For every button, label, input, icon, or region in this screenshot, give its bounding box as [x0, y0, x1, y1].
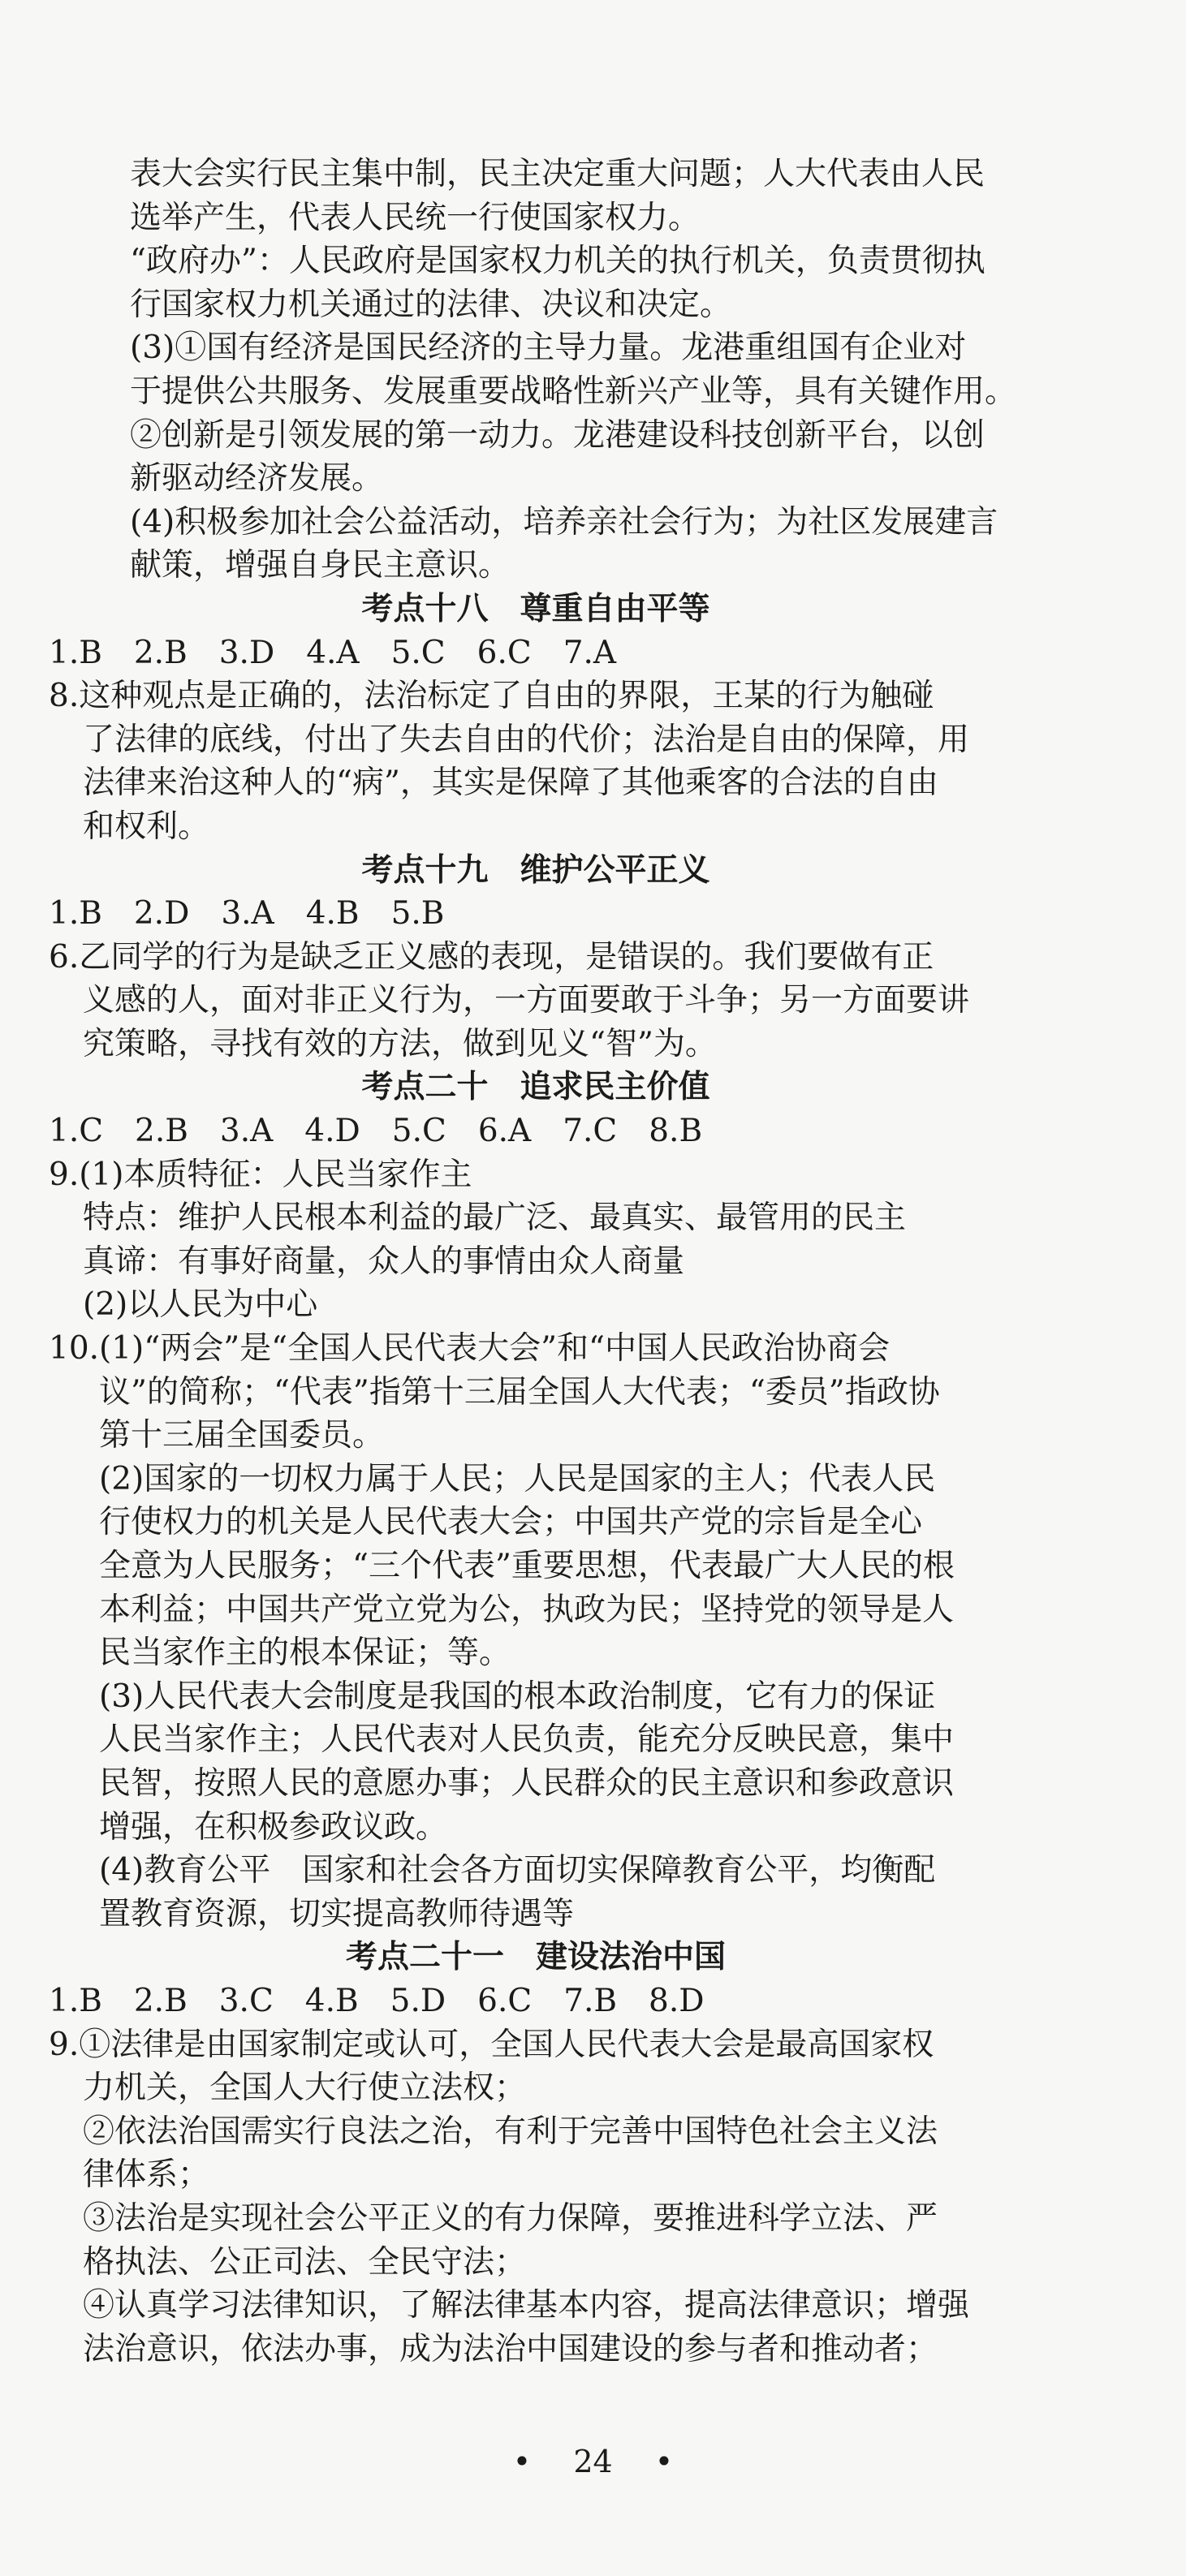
- text-line: 1.B 2.D 3.A 4.B 5.B: [49, 895, 445, 933]
- text-line: ③法治是实现社会公平正义的有力保障，要推进科学立法、严: [83, 2199, 938, 2237]
- text-line: 本利益；中国共产党立党为公，执政为民；坚持党的领导是人: [99, 1591, 955, 1628]
- text-line: 于提供公共服务、发展重要战略性新兴产业等，具有关键作用。: [130, 373, 1017, 410]
- text-line: “政府办”：人民政府是国家权力机关的执行机关，负责贯彻执: [130, 243, 985, 280]
- text-line: (2)国家的一切权力属于人民；人民是国家的主人；代表人民: [99, 1460, 936, 1497]
- text-line: 第十三届全国委员。: [99, 1417, 385, 1454]
- text-line: 了法律的底线，付出了失去自由的代价；法治是自由的保障，用: [83, 721, 970, 758]
- text-line: 9.(1)本质特征：人民当家作主: [49, 1156, 472, 1193]
- text-line: 律体系；: [83, 2156, 210, 2194]
- text-line: 增强，在积极参政议政。: [99, 1808, 448, 1846]
- text-line: 1.C 2.B 3.A 4.D 5.C 6.A 7.C 8.B: [49, 1113, 703, 1150]
- text-line: 全意为人民服务；“三个代表”重要思想，代表最广大人民的根: [99, 1548, 955, 1584]
- text-line: 格执法、公正司法、全民守法；: [83, 2243, 527, 2281]
- page-footer: [0, 2441, 1186, 2482]
- text-line: 置教育资源，切实提高教师待遇等: [99, 1895, 575, 1932]
- text-line: 究策略，寻找有效的方法，做到见义“智”为。: [83, 1025, 717, 1062]
- text-line: ④认真学习法律知识，了解法律基本内容，提高法律意识；增强: [83, 2287, 970, 2324]
- text-line: 10.(1)“两会”是“全国人民代表大会”和“中国人民政治协商会: [49, 1330, 890, 1368]
- text-line: 民当家作主的根本保证；等。: [99, 1635, 511, 1672]
- text-line: 法治意识，依法办事，成为法治中国建设的参与者和推动者；: [83, 2330, 938, 2367]
- text-line: 新驱动经济发展。: [130, 460, 384, 498]
- answer-key-text: [49, 153, 1023, 2371]
- text-line: 和权利。: [83, 808, 210, 845]
- text-line: 表大会实行民主集中制，民主决定重大问题；人大代表由人民: [130, 156, 985, 192]
- text-line: 民智，按照人民的意愿办事；人民群众的民主意识和参政意识: [99, 1764, 955, 1802]
- text-line: 1.B 2.B 3.D 4.A 5.C 6.C 7.A: [49, 634, 617, 671]
- text-line: 行使权力的机关是人民代表大会；中国共产党的宗旨是全心: [99, 1504, 923, 1541]
- text-line: 人民当家作主；人民代表对人民负责，能充分反映民意，集中: [99, 1721, 955, 1759]
- text-line: 选举产生，代表人民统一行使国家权力。: [130, 199, 701, 236]
- section-heading: 考点二十 追求民主价值: [361, 1068, 710, 1106]
- section-heading: 考点十八 尊重自由平等: [361, 589, 710, 627]
- footer-bullet-right: •: [654, 2444, 674, 2479]
- section-heading: 考点十九 维护公平正义: [361, 851, 710, 889]
- text-line: 8.这种观点是正确的，法治标定了自由的界限，王某的行为触碰: [49, 678, 934, 715]
- text-line: (4)积极参加社会公益活动，培养亲社会行为；为社区发展建言: [130, 503, 998, 541]
- text-line: 真谛：有事好商量，众人的事情由众人商量: [83, 1243, 685, 1280]
- text-line: 力机关，全国人大行使立法权；: [83, 2070, 527, 2107]
- text-line: 法律来治这种人的“病”，其实是保障了其他乘客的合法的自由: [83, 765, 938, 802]
- page-number: 24: [573, 2444, 613, 2479]
- text-line: 特点：维护人民根本利益的最广泛、最真实、最管用的民主: [83, 1200, 907, 1237]
- text-line: 行国家权力机关通过的法律、决议和决定。: [130, 286, 732, 323]
- text-line: ②依法治国需实行良法之治，有利于完善中国特色社会主义法: [83, 2113, 938, 2150]
- text-line: (3)①国有经济是国民经济的主导力量。龙港重组国有企业对: [130, 330, 967, 367]
- text-line: (2)以人民为中心: [83, 1286, 318, 1324]
- section-heading: 考点二十一 建设法治中国: [345, 1938, 726, 1976]
- text-line: (3)人民代表大会制度是我国的根本政治制度，它有力的保证: [99, 1678, 936, 1715]
- text-line: 6.乙同学的行为是缺乏正义感的表现，是错误的。我们要做有正: [49, 938, 934, 976]
- text-line: 9.①法律是由国家制定或认可，全国人民代表大会是最高国家权: [49, 2026, 934, 2063]
- text-line: ②创新是引领发展的第一动力。龙港建设科技创新平台，以创: [130, 416, 985, 454]
- text-line: 义感的人，面对非正义行为，一方面要敢于斗争；另一方面要讲: [83, 982, 970, 1019]
- text-line: (4)教育公平 国家和社会各方面切实保障教育公平，均衡配: [99, 1852, 936, 1889]
- footer-bullet-left: •: [512, 2444, 532, 2479]
- text-line: 议”的简称；“代表”指第十三届全国人大代表；“委员”指政协: [99, 1373, 940, 1411]
- text-line: 献策，增强自身民主意识。: [130, 547, 511, 584]
- text-line: 1.B 2.B 3.C 4.B 5.D 6.C 7.B 8.D: [49, 1982, 705, 2019]
